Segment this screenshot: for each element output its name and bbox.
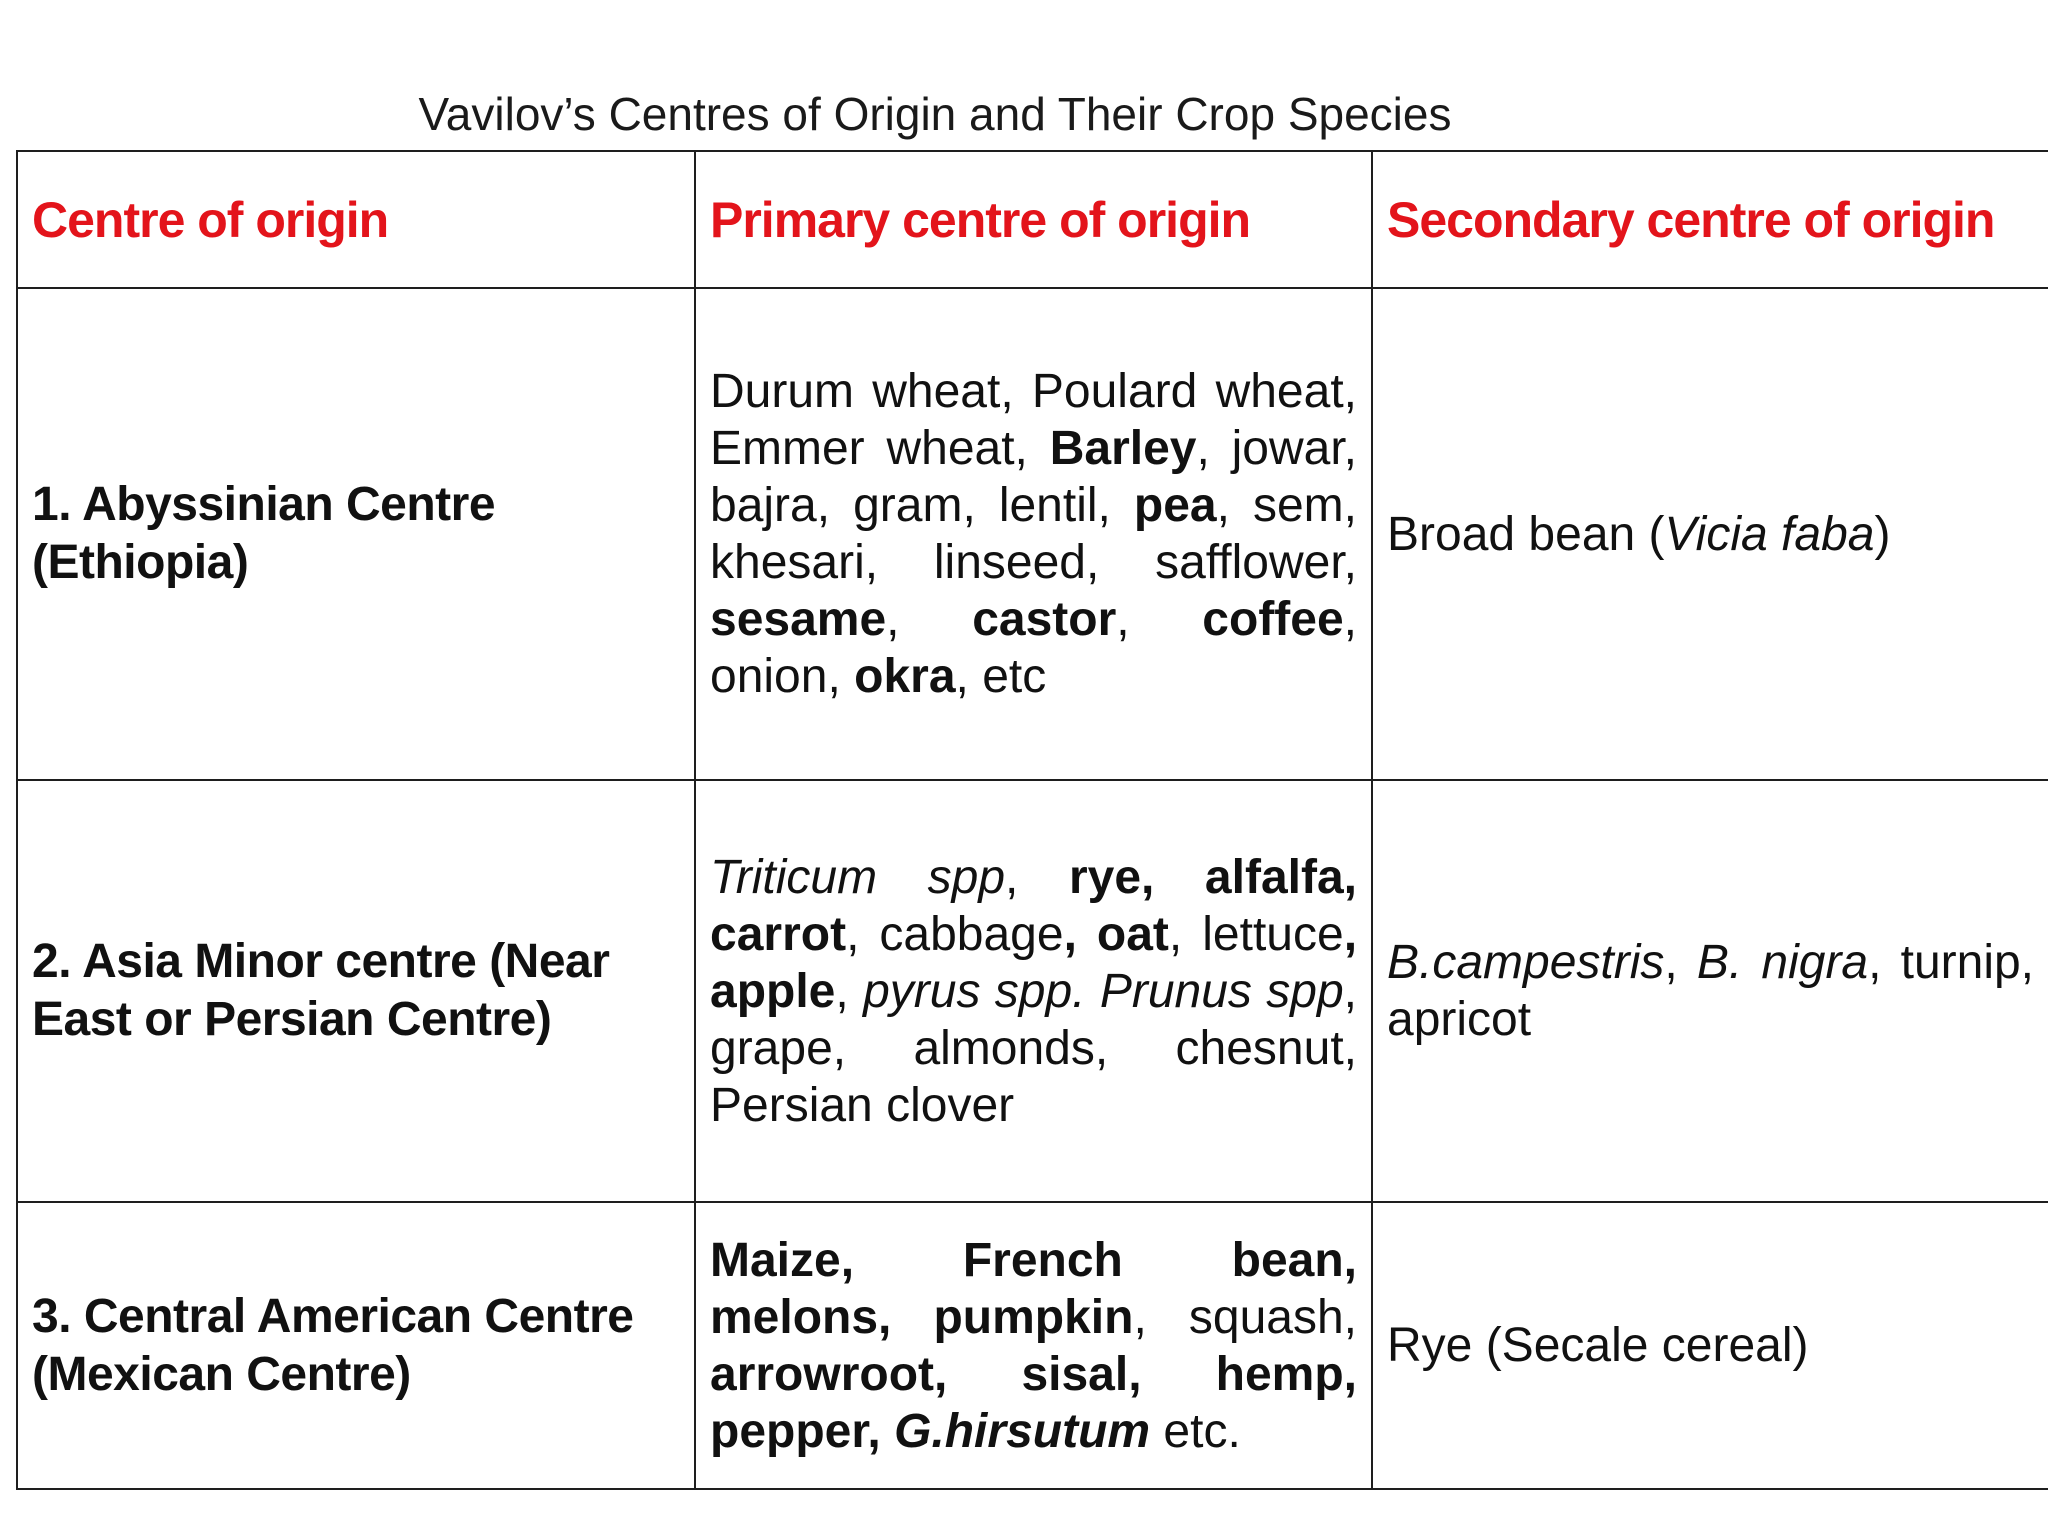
crop-text-run: Rye (Secale cereal) [1387,1319,1809,1372]
table-header-row [17,151,2048,288]
crop-text-run: , squash, [1133,1290,1357,1344]
crop-text-run: pea [1133,479,1217,532]
centre-cell [17,1202,695,1489]
crop-text-run: , [1664,936,1697,989]
header-primary-centre: Primary centre of origin [695,151,1372,288]
centre-name: 3. Central American Centre [32,1289,634,1343]
centre-name: 1. Abyssinian Centre [32,478,496,531]
crop-text-run: ) [1874,507,1891,561]
crop-text-run: Maize, French bean, melons, pumpkin [710,1233,1357,1344]
crop-text-run: pyrus spp. Prunus spp [863,964,1344,1018]
crop-text-run: , [1005,850,1069,904]
crop-text-run: , sem, khesari, linseed, safflower, [710,479,1358,589]
page-title: Vavilov’s Centres of Origin and Their Crop Species [418,88,1452,140]
centre-cell [17,288,695,780]
crop-text-run: , [886,593,973,646]
crop-text-run: B.campestris [1387,936,1665,989]
crop-text-run: , jowar, bajra, gram, lentil, [710,422,1357,532]
crop-text-run: , apple [710,907,1358,1018]
crop-text-run: Barley [1049,422,1197,475]
crop-text-run: okra [854,650,956,703]
table-row [17,1202,2048,1489]
crop-text-run: Vicia faba [1664,507,1875,561]
crop-origin-table [16,150,2048,1490]
centre-region: (Mexican Centre) [32,1347,411,1401]
header-centre-of-origin: Centre of origin [17,151,695,288]
crop-text-run: coffee [1202,593,1344,646]
crop-text-run: G.hirsutum [894,1404,1151,1458]
crop-text-run: , turnip, apricot [1387,936,2035,1046]
primary-crops-cell [695,780,1372,1202]
crop-text-run: sesame [710,593,887,646]
table-row [17,288,2048,780]
primary-crops-cell [695,1202,1372,1489]
crop-text-run: , grape, almonds, chesnut, Persian clover [710,964,1358,1132]
crop-text-run [881,1405,894,1458]
centre-cell [17,780,695,1202]
crop-text-run: , oat [1063,907,1169,961]
crop-text-run: arrowroot, sisal, hemp, pepper, [710,1347,1357,1458]
crop-text-run: , cabbage [846,907,1064,961]
crop-text-run: B. nigra [1696,936,1869,989]
primary-crops-cell [695,288,1372,780]
crop-text-run: rye, alfalfa, carrot [710,850,1357,961]
centre-name: 2. Asia Minor centre (Near [32,935,610,988]
centre-region: East or Persian Centre) [32,993,552,1046]
crop-text-run: , onion, [710,593,1358,703]
crop-text-run: , [1116,593,1203,646]
crop-text-run: Broad bean ( [1387,507,1665,561]
crop-text-run: castor [972,593,1117,646]
crop-text-run: Triticum spp [710,850,1006,904]
centre-region: (Ethiopia) [32,536,249,589]
table-row [17,780,2048,1202]
header-secondary-centre: Secondary centre of origin [1372,151,2048,288]
secondary-crops-cell [1372,780,2048,1202]
secondary-crops-cell [1372,1202,2048,1489]
secondary-crops-cell [1372,288,2048,780]
crop-text-run: Durum wheat, Poulard wheat, Emmer wheat, [710,365,1357,475]
crop-text-run: , lettuce [1168,907,1344,961]
crop-text-run: , [835,964,864,1018]
crop-text-run: , etc [955,650,1047,703]
crop-text-run: etc. [1150,1404,1241,1458]
